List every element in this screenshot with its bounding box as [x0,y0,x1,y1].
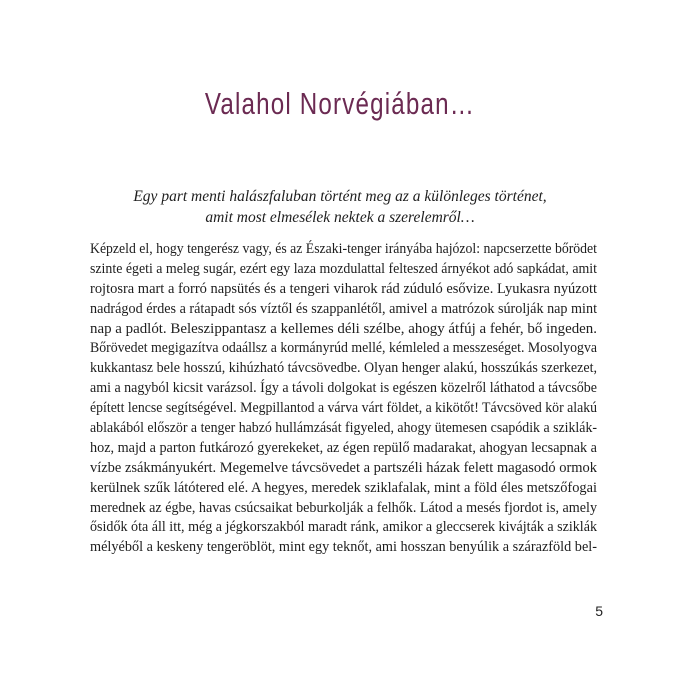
intro-line: Egy part menti halászfaluban történt meg az a különleges történet, [133,188,547,205]
body-line: ablakából először a tenger habzó hullámzását figyeled, ahogy ütemesen csapódik a sziklák- [90,420,597,437]
body-line: mélyéből a keskeny tengeröblöt, mint egy teknőt, ami hosszan benyúlik a szárazföld bel- [90,539,597,556]
body-line: hoz, majd a parton futkározó gyerekeket, az égen repülő madarakat, ahogyan lecsapnak a [90,439,597,456]
page-number: 5 [595,603,603,619]
body-line: ősidők óta áll itt, még a jégkorszakból maradt ránk, amikor a gleccserek kivájták a sziklák [90,519,597,536]
body-line: ami a nagyból kicsit varázsol. Így a távoli dolgokat is egészen közelről láthatod a távcsőbe [90,380,597,397]
body-line: vízbe zsákmányukért. Megemelve távcsövedet a partszéli házak felett magasodó ormok [90,459,597,476]
body-line: Képzeld el, hogy tengerész vagy, és az Északi-tenger irányába hajózol: napcserzette bőrödet [90,241,597,257]
body-line: rojtosra mart a forró napsütés és a tengeri viharok rád zúduló esővize. Lyukasra nyúzott [90,280,597,297]
body-line: nadrágod érdes a rátapadt sós víztől és szappanlétől, amivel a matrózok súrolják nap mint [90,300,597,317]
body-line: szinte égeti a meleg sugár, ezért egy laza mozdulattal felteszed árnyékot adó sapkádat, amit [90,260,597,277]
body-line: Bőrövedet megigazítva odaállsz a kormányrúd mellé, kémleled a messzeséget. Mosolyogva [90,340,597,357]
chapter-title: Valahol Norvégiában… [204,86,476,121]
intro-line: amit most elmesélek nektek a szerelemről… [205,209,475,226]
body-paragraph [90,240,597,558]
body-line: kerülnek szűk látótered elé. A hegyes, meredek sziklafalak, mint a föld éles metszőfogai [90,479,597,496]
body-line: merednek az égbe, havas csúcsaikat beburkolják a felhők. Látod a mesés fjordot is, amely [90,499,597,516]
body-line: épített lencse segítségével. Megpillantod a várva várt földet, a kikötőt! Távcsöved kör alakú [90,400,597,417]
body-line: nap a padlót. Beleszippantasz a kellemes déli szélbe, ahogy átfúj a fehér, bő ingeden. [90,320,597,337]
body-line: kukkantasz bele hosszú, kihúzható távcsövedbe. Olyan henger alakú, hosszúkás szerkezet, [90,360,597,377]
chapter-intro [90,186,590,228]
